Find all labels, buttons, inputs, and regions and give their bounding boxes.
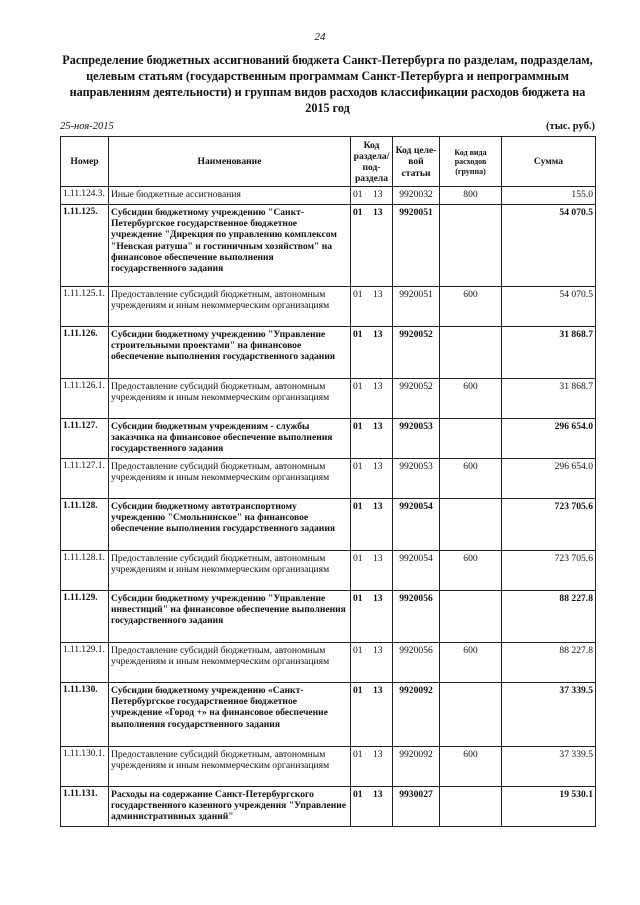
row-name: Предоставление субсидий бюджетным, автономным учреждениям и иным некоммерческим организациям (109, 379, 351, 419)
table-row (61, 187, 596, 205)
row-number: 1.11.126. (61, 327, 109, 379)
row-number: 1.11.129.1. (61, 643, 109, 683)
row-subsection: 13 (373, 593, 383, 604)
row-article-code: 9920032 (393, 187, 440, 205)
row-section: 01 (353, 289, 363, 300)
row-sum: 37 339.5 (502, 683, 596, 747)
header-number: Номер (61, 137, 109, 187)
row-sum: 723 705.6 (502, 499, 596, 551)
row-article-code: 9920052 (393, 327, 440, 379)
row-sum: 19 530.1 (502, 787, 596, 827)
row-article-code: 9920056 (393, 591, 440, 643)
row-section-code (351, 551, 393, 591)
budget-table (60, 136, 596, 827)
row-section-code (351, 205, 393, 287)
row-name: Субсидии бюджетному учреждению "Управление строительными проектами" на финансовое обеспечение выполнения государственного задания (109, 327, 351, 379)
row-name: Предоставление субсидий бюджетным, автономным учреждениям и иным некоммерческим организациям (109, 747, 351, 787)
row-name: Предоставление субсидий бюджетным, автономным учреждениям и иным некоммерческим организациям (109, 643, 351, 683)
row-sum: 88 227.8 (502, 643, 596, 683)
table-row (61, 643, 596, 683)
row-expense-type (440, 787, 502, 827)
row-number: 1.11.127. (61, 419, 109, 459)
row-section-code (351, 419, 393, 459)
row-article-code: 9920053 (393, 459, 440, 499)
row-sum: 31 868.7 (502, 379, 596, 419)
row-article-code: 9920052 (393, 379, 440, 419)
row-article-code: 9920092 (393, 747, 440, 787)
row-expense-type (440, 683, 502, 747)
row-subsection: 13 (373, 421, 383, 432)
row-subsection: 13 (373, 749, 383, 760)
row-subsection: 13 (373, 289, 383, 300)
table-row (61, 379, 596, 419)
row-section: 01 (353, 421, 363, 432)
table-row (61, 499, 596, 551)
row-name: Предоставление субсидий бюджетным, автономным учреждениям и иным некоммерческим организациям (109, 551, 351, 591)
header-article: Код целе- вой статьи (393, 137, 440, 187)
table-body (61, 187, 596, 827)
header-sum: Сумма (502, 137, 596, 187)
row-section-code (351, 643, 393, 683)
row-article-code: 9920053 (393, 419, 440, 459)
row-sum: 54 070.5 (502, 205, 596, 287)
table-row (61, 327, 596, 379)
row-expense-type: 600 (440, 379, 502, 419)
table-row (61, 551, 596, 591)
row-section: 01 (353, 593, 363, 604)
row-section-code (351, 287, 393, 327)
row-sum: 296 654.0 (502, 419, 596, 459)
row-expense-type (440, 205, 502, 287)
row-section-code (351, 187, 393, 205)
row-section-code (351, 459, 393, 499)
row-sum: 88 227.8 (502, 591, 596, 643)
row-article-code: 9930027 (393, 787, 440, 827)
row-number: 1.11.130. (61, 683, 109, 747)
table-row (61, 747, 596, 787)
row-article-code: 9920051 (393, 205, 440, 287)
row-name: Предоставление субсидий бюджетным, автономным учреждениям и иным некоммерческим организациям (109, 459, 351, 499)
row-article-code: 9920051 (393, 287, 440, 327)
row-section: 01 (353, 749, 363, 760)
row-name: Субсидии бюджетному учреждению "Управление инвестиций" на финансовое обеспечение выполнения государственного задания (109, 591, 351, 643)
row-subsection: 13 (373, 645, 383, 656)
row-expense-type (440, 419, 502, 459)
row-section-code (351, 787, 393, 827)
row-subsection: 13 (373, 553, 383, 564)
row-subsection: 13 (373, 685, 383, 696)
row-expense-type (440, 499, 502, 551)
row-section-code (351, 379, 393, 419)
document-title: Распределение бюджетных ассигнований бюджета Санкт-Петербурга по разделам, подразделам, целевым статьям (государственным программам Санкт-Петербурга и непрограммным направлениям деятельности) и группам видов расходов классификации расходов бюджета на 2015 год (62, 53, 593, 115)
row-subsection: 13 (373, 461, 383, 472)
header-name: Наименование (109, 137, 351, 187)
table-row (61, 683, 596, 747)
row-article-code: 9920056 (393, 643, 440, 683)
row-number: 1.11.131. (61, 787, 109, 827)
row-name: Предоставление субсидий бюджетным, автономным учреждениям и иным некоммерческим организациям (109, 287, 351, 327)
row-expense-type: 600 (440, 287, 502, 327)
row-name: Субсидии бюджетному учреждению "Санкт-Петербургское государственное бюджетное учреждение "Дирекция по управлению комплексом "Невская ратуша" и гостиничным хозяйством" на финансовое обеспечение выполнения государственного задания (109, 205, 351, 287)
table-row (61, 205, 596, 287)
page-number: 24 (314, 31, 326, 43)
row-subsection: 13 (373, 207, 383, 218)
row-section: 01 (353, 685, 363, 696)
row-name: Субсидии бюджетным учреждениям - службы заказчика на финансовое обеспечение выполнения государственного задания (109, 419, 351, 459)
row-number: 1.11.128. (61, 499, 109, 551)
row-name: Иные бюджетные ассигнования (109, 187, 351, 205)
table-row (61, 287, 596, 327)
row-subsection: 13 (373, 189, 383, 200)
row-number: 1.11.125.1. (61, 287, 109, 327)
row-section-code (351, 499, 393, 551)
row-section: 01 (353, 207, 363, 218)
table-row (61, 591, 596, 643)
table-header-row (61, 137, 596, 187)
row-name: Субсидии бюджетному автотранспортному учреждению "Смольнинское" на финансовое обеспечение выполнения государственного задания (109, 499, 351, 551)
row-expense-type: 600 (440, 459, 502, 499)
table-row (61, 419, 596, 459)
row-section: 01 (353, 553, 363, 564)
row-expense-type (440, 327, 502, 379)
row-sum: 54 070.5 (502, 287, 596, 327)
row-number: 1.11.130.1. (61, 747, 109, 787)
row-number: 1.11.129. (61, 591, 109, 643)
row-number: 1.11.124.3. (61, 187, 109, 205)
row-sum: 296 654.0 (502, 459, 596, 499)
row-expense-type: 600 (440, 551, 502, 591)
row-number: 1.11.126.1. (61, 379, 109, 419)
row-name: Расходы на содержание Санкт-Петербургского государственного казенного учреждения "Управление административных зданий" (109, 787, 351, 827)
row-section-code (351, 327, 393, 379)
row-expense-type: 600 (440, 747, 502, 787)
row-subsection: 13 (373, 501, 383, 512)
table-row (61, 787, 596, 827)
row-section: 01 (353, 381, 363, 392)
row-article-code: 9920054 (393, 499, 440, 551)
row-section-code (351, 747, 393, 787)
document-date: 25-ноя-2015 (60, 121, 114, 132)
row-section-code (351, 591, 393, 643)
row-sum: 155.0 (502, 187, 596, 205)
row-number: 1.11.127.1. (61, 459, 109, 499)
header-section: Код раздела/ под- раздела (351, 137, 393, 187)
row-subsection: 13 (373, 789, 383, 800)
units-label: (тыс. руб.) (546, 121, 595, 132)
table-row (61, 459, 596, 499)
row-section: 01 (353, 501, 363, 512)
row-expense-type: 800 (440, 187, 502, 205)
row-expense-type (440, 591, 502, 643)
row-subsection: 13 (373, 329, 383, 340)
row-number: 1.11.125. (61, 205, 109, 287)
row-article-code: 9920054 (393, 551, 440, 591)
row-number: 1.11.128.1. (61, 551, 109, 591)
row-name: Субсидии бюджетному учреждению «Санкт-Петербургское государственное бюджетное учреждение «Город +» на финансовое обеспечение выполнения государственного задания (109, 683, 351, 747)
row-section: 01 (353, 329, 363, 340)
row-section-code (351, 683, 393, 747)
row-section: 01 (353, 789, 363, 800)
row-section: 01 (353, 189, 363, 200)
row-sum: 31 868.7 (502, 327, 596, 379)
row-subsection: 13 (373, 381, 383, 392)
header-type: Код вида расходов (группа) (440, 137, 502, 187)
row-expense-type: 600 (440, 643, 502, 683)
row-section: 01 (353, 645, 363, 656)
row-article-code: 9920092 (393, 683, 440, 747)
row-sum: 37 339.5 (502, 747, 596, 787)
row-section: 01 (353, 461, 363, 472)
row-sum: 723 705.6 (502, 551, 596, 591)
